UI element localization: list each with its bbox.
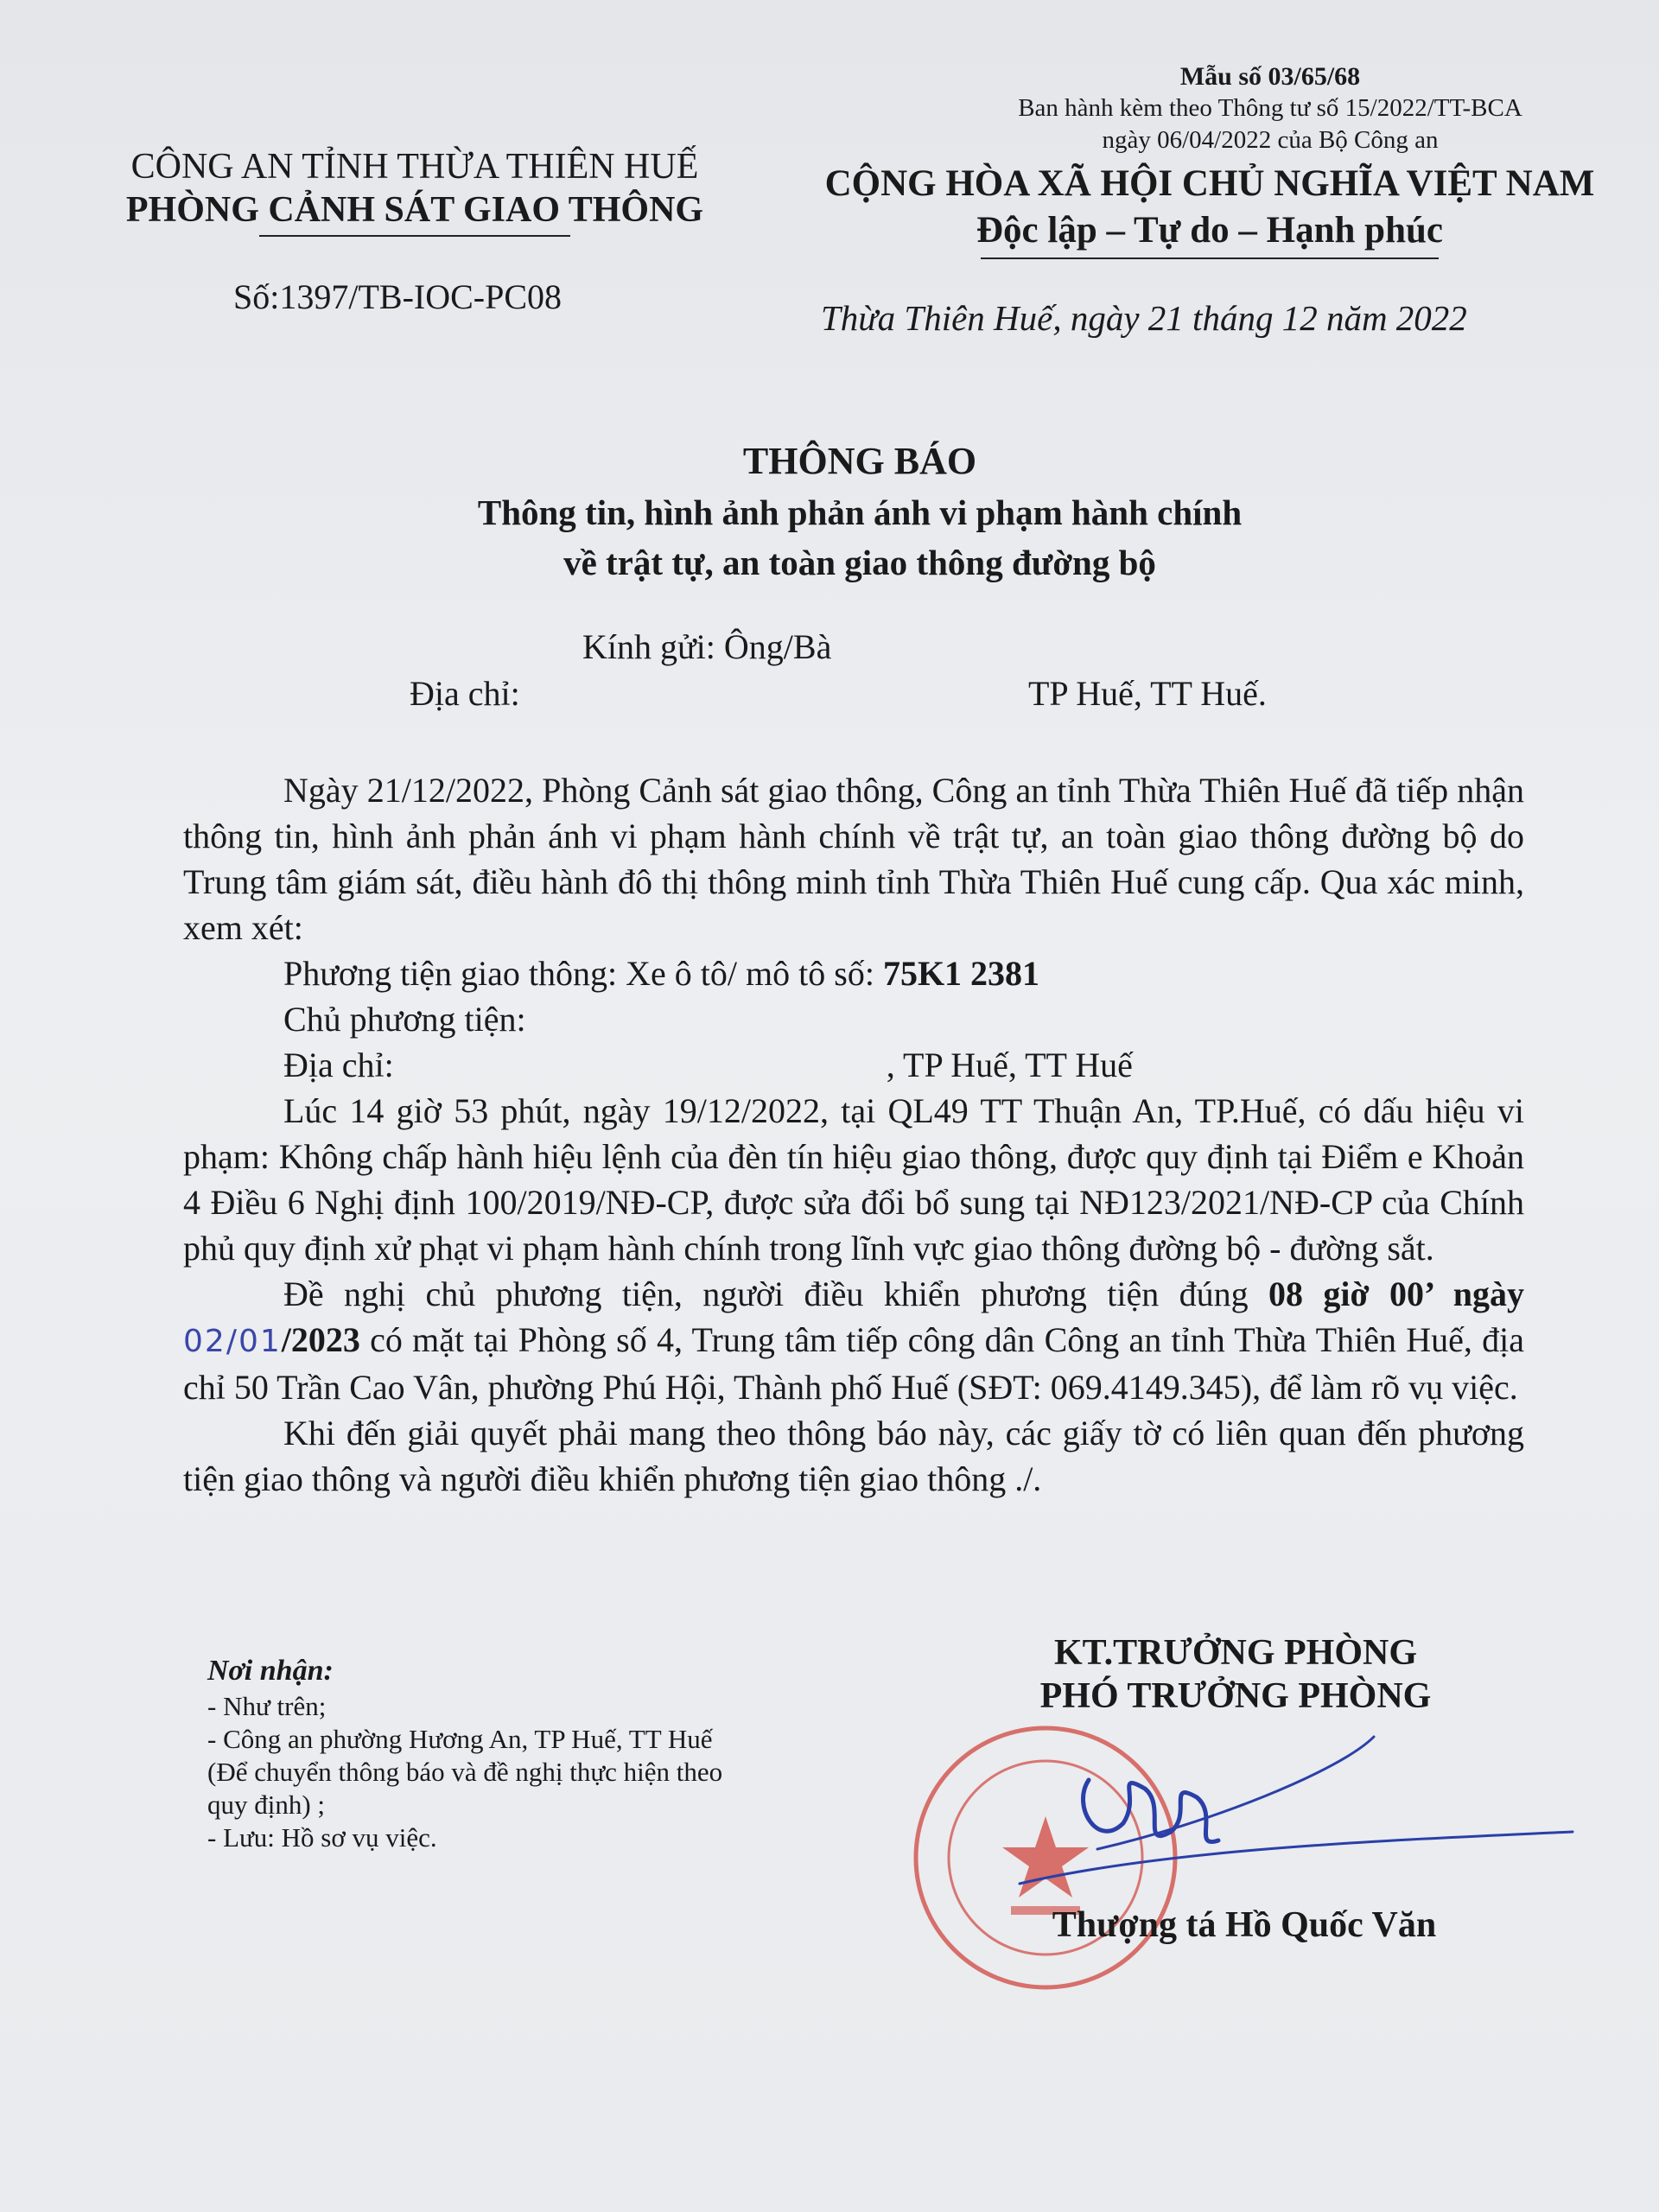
recipients-list [207, 1652, 864, 1854]
p3-year: /2023 [281, 1320, 360, 1359]
title-line-2: về trật tự, an toàn giao thông đường bộ [563, 543, 1156, 582]
vehicle-plate: 75K1 2381 [882, 954, 1040, 993]
place-date: Thừa Thiên Huế, ngày 21 tháng 12 năm 2022 [821, 298, 1467, 338]
body-paragraph-3: Đề nghị chủ phương tiện, người điều khiển phương tiện đúng 08 giờ 00’ ngày 02/01/2023 có mặt tại Phòng số 4, Trung tâm tiếp công dân Công an tỉnh Thừa Thiên Huế, địa chỉ 50 Trần Cao Vân, phường Phú Hội, Thành phố Huế (SĐT: 069.4149.345), để làm rõ vụ việc. [183, 1274, 1525, 1407]
handwritten-day: 02 [183, 1324, 226, 1359]
form-code: Mẫu số 03/65/68 [1179, 62, 1361, 91]
nation-motto: Độc lập – Tự do – Hạnh phúc [976, 210, 1443, 251]
signer-name: Thượng tá Hồ Quốc Văn [1052, 1905, 1437, 1945]
notice-body [183, 767, 1524, 1502]
document-number: Số:1397/TB-IOC-PC08 [233, 277, 563, 316]
handwritten-signature [994, 1719, 1581, 1892]
p3-time: 08 giờ 00’ ngày [1268, 1274, 1525, 1313]
vehicle-line [183, 950, 1524, 996]
form-meta [933, 60, 1607, 156]
title-line-1: Thông tin, hình ảnh phản ánh vi phạm hành chính [477, 493, 1243, 532]
issuer-department: PHÒNG CẢNH SÁT GIAO THÔNG [125, 190, 704, 230]
recipient-greeting: Kính gửi: Ông/Bà [582, 627, 832, 666]
issuer-block [95, 145, 734, 237]
signature-title-1: KT.TRƯỞNG PHÒNG [1054, 1633, 1417, 1673]
form-issued-date: ngày 06/04/2022 của Bộ Công an [1102, 126, 1439, 154]
recipient-address-label: Địa chỉ: [410, 674, 520, 713]
title-main: THÔNG BÁO [742, 440, 977, 482]
document-title [173, 435, 1547, 588]
recipients-item: (Để chuyển thông báo và đề nghị thực hiện theo [207, 1757, 723, 1787]
vehicle-label: Phương tiện giao thông: Xe ô tô/ mô tô số: [283, 954, 874, 993]
nation-name: CỘNG HÒA XÃ HỘI CHỦ NGHĨA VIỆT NAM [824, 163, 1595, 204]
owner-address-city: , TP Huế, TT Huế [886, 1046, 1133, 1084]
body-paragraph-2: Lúc 14 giờ 53 phút, ngày 19/12/2022, tại QL49 TT Thuận An, TP.Huế, có dấu hiệu vi phạm: Không chấp hành hiệu lệnh của đèn tín hiệu giao thông, được quy định tại Điểm e Khoản 4 Điều 6 Nghị định 100/2019/NĐ-CP, được sửa đổi bổ sung tại NĐ123/2021/NĐ-CP của Chính phủ quy định xử phạt vi phạm hành chính trong lĩnh vực giao thông đường bộ - đường sắt. [183, 1091, 1524, 1268]
recipients-item: - Lưu: Hồ sơ vụ việc. [207, 1822, 437, 1853]
recipients-item: - Như trên; [207, 1691, 327, 1721]
recipients-item: - Công an phường Hương An, TP Huế, TT Huế [207, 1724, 713, 1754]
nation-block [760, 161, 1659, 259]
body-paragraph-1: Ngày 21/12/2022, Phòng Cảnh sát giao thông, Công an tỉnh Thừa Thiên Huế đã tiếp nhận thông tin, hình ảnh phản ánh vi phạm hành chính về trật tự, an toàn giao thông đường bộ do Trung tâm giám sát, điều hành đô thị thông minh tỉnh Thừa Thiên Huế cung cấp. Qua xác minh, xem xét: [183, 771, 1524, 947]
body-paragraph-4: Khi đến giải quyết phải mang theo thông báo này, các giấy tờ có liên quan đến phương tiện giao thông và người điều khiển phương tiện giao thông ./. [183, 1414, 1524, 1498]
nation-rule [981, 257, 1439, 259]
owner-line: Chủ phương tiện: [283, 1000, 526, 1039]
recipient-address-city: TP Huế, TT Huế. [1028, 674, 1267, 713]
owner-address-line [183, 1042, 1524, 1088]
recipients-item: quy định) ; [207, 1789, 326, 1820]
form-issued-with: Ban hành kèm theo Thông tư số 15/2022/TT-BCA [1018, 94, 1522, 122]
p3-start: Đề nghị chủ phương tiện, người điều khiển phương tiện đúng [283, 1274, 1249, 1313]
recipients-heading: Nơi nhận: [207, 1655, 334, 1687]
issuer-rule [259, 235, 570, 237]
owner-address-label: Địa chỉ: [283, 1046, 394, 1084]
signature-title-2: PHÓ TRƯỞNG PHÒNG [1039, 1676, 1432, 1716]
handwritten-month: 01 [238, 1324, 282, 1359]
issuer-agency: CÔNG AN TỈNH THỪA THIÊN HUẾ [130, 147, 699, 187]
signature-block [933, 1631, 1538, 1718]
p3-rest: có mặt tại Phòng số 4, Trung tâm tiếp công dân Công an tỉnh Thừa Thiên Huế, địa chỉ 50 Trần Cao Vân, phường Phú Hội, Thành phố Huế (SĐT: 069.4149.345), để làm rõ vụ việc. [183, 1320, 1525, 1407]
